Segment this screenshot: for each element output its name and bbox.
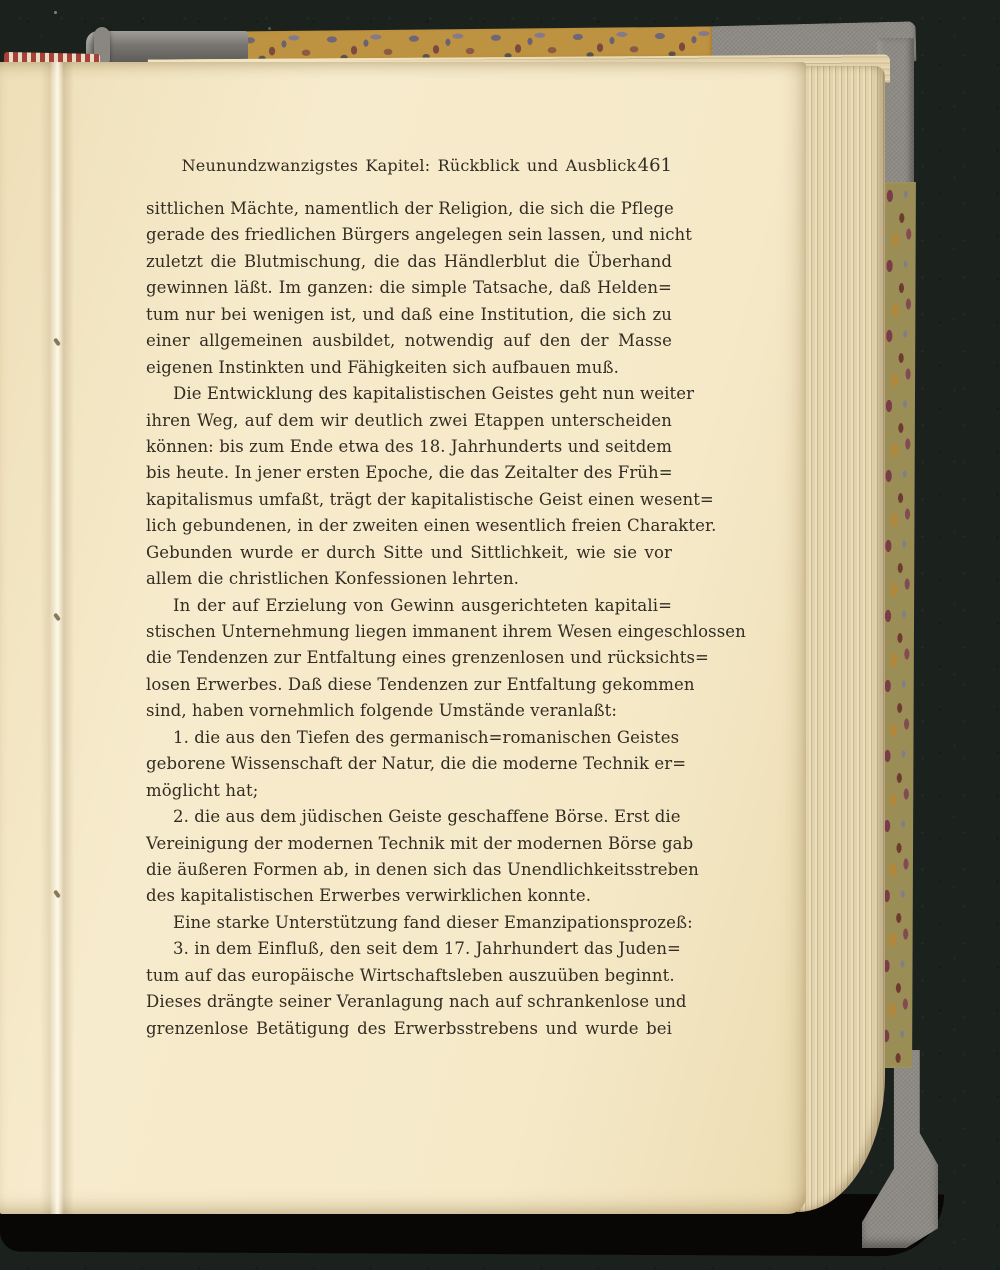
text-line: 1. die aus den Tiefen des germanisch=romanischen Geistes: [173, 727, 680, 747]
text-line: einer allgemeinen ausbildet, notwendig auf den der Masse: [146, 331, 672, 351]
text-line: kapitalismus umfaßt, trägt der kapitalistische Geist einen wesent=: [146, 489, 714, 509]
text-line: gewinnen läßt. Im ganzen: die simple Tatsache, daß Helden=: [146, 278, 672, 298]
page-text: [146, 155, 746, 1042]
text-line: Die Entwicklung des kapitalistischen Geistes geht nun weiter: [173, 384, 695, 404]
page-stack-fore-edge: [797, 66, 885, 1212]
text-line: allem die christlichen Konfessionen lehrten.: [146, 569, 520, 589]
text-line: zuletzt die Blutmischung, die das Händlerblut die Überhand: [146, 251, 672, 271]
text-line: gerade des friedlichen Bürgers angelegen sein lassen, und nicht: [146, 225, 692, 245]
text-line: stischen Unternehmung liegen immanent ihrem Wesen eingeschlossen: [146, 622, 746, 641]
text-line: des kapitalistischen Erwerbes verwirklichen konnte.: [146, 886, 592, 906]
dust-speck: [268, 27, 271, 30]
body-text: [146, 196, 746, 1042]
text-line: Gebunden wurde er durch Sitte und Sittlichkeit, wie sie vor: [146, 542, 672, 562]
text-line: Eine starke Unterstützung fand dieser Emanzipationsprozeß:: [173, 912, 693, 932]
text-line: Dieses drängte seiner Veranlagung nach auf schrankenlose und: [146, 992, 687, 1012]
text-line: 3. in dem Einfluß, den seit dem 17. Jahrhundert das Juden=: [173, 939, 681, 959]
text-line: tum auf das europäische Wirtschaftsleben auszuüben beginnt.: [146, 965, 675, 985]
text-line: die Tendenzen zur Entfaltung eines grenzenlosen und rücksichts=: [146, 648, 709, 668]
text-line: lich gebundenen, in der zweiten einen wesentlich freien Charakter.: [146, 516, 717, 536]
running-chapter-title: Neunundzwanzigstes Kapitel: Rückblick und Ausblick: [181, 156, 637, 175]
text-line: eigenen Instinkten und Fähigkeiten sich aufbauen muß.: [146, 357, 619, 377]
text-line: grenzenlose Betätigung des Erwerbsstrebens und wurde bei: [146, 1018, 672, 1038]
page-header: [146, 156, 672, 182]
text-line: sittlichen Mächte, namentlich der Religion, die sich die Pflege: [146, 199, 674, 218]
book-page: [0, 62, 806, 1214]
text-line: können: bis zum Ende etwa des 18. Jahrhunderts und seitdem: [146, 436, 672, 456]
page-number: 461: [637, 155, 672, 176]
page-gutter: [40, 62, 74, 1214]
text-line: losen Erwerbes. Daß diese Tendenzen zur Entfaltung gekommen: [146, 674, 695, 694]
text-line: tum nur bei wenigen ist, und daß eine Institution, die sich zu: [146, 304, 672, 324]
text-line: bis heute. In jener ersten Epoche, die das Zeitalter des Früh=: [146, 463, 673, 483]
text-line: 2. die aus dem jüdischen Geiste geschaffene Börse. Erst die: [173, 807, 681, 827]
text-line: möglicht hat;: [146, 780, 259, 800]
text-line: sind, haben vornehmlich folgende Umstände veranlaßt:: [146, 701, 618, 721]
dust-speck: [54, 11, 57, 14]
text-line: geborene Wissenschaft der Natur, die die moderne Technik er=: [146, 754, 687, 774]
text-line: die äußeren Formen ab, in denen sich das Unendlichkeitsstreben: [146, 859, 699, 879]
text-line: Vereinigung der modernen Technik mit der modernen Börse gab: [146, 833, 694, 853]
text-line: In der auf Erzielung von Gewinn ausgerichteten kapitali=: [173, 595, 672, 615]
text-line: ihren Weg, auf dem wir deutlich zwei Etappen unterscheiden: [146, 410, 672, 430]
